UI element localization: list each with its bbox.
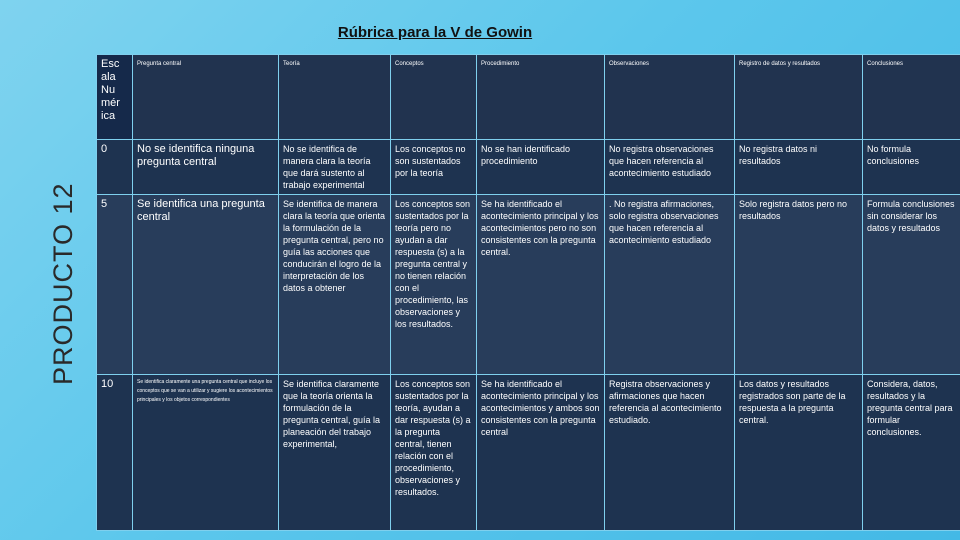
- table-cell: Se identifica claramente una pregunta central que incluye los conceptos que se van a utilizar y sugiere los acontecimientos principales y los objetos correspondientes: [133, 375, 279, 531]
- table-cell: No se identifica ninguna pregunta central: [133, 140, 279, 195]
- page-title: Rúbrica para la V de Gowin: [337, 24, 533, 41]
- table-row: [97, 195, 960, 375]
- table-cell: No formula conclusiones: [863, 140, 960, 195]
- header-observaciones: Observaciones: [605, 55, 735, 140]
- scale-header: Esc ala Nu mér ica: [97, 55, 133, 140]
- header-conceptos: Conceptos: [391, 55, 477, 140]
- table-cell: Los conceptos son sustentados por la teoría pero no ayudan a dar respuesta (s) a la pregunta central y no tienen relación con el procedimiento, las observaciones y los resultados.: [391, 195, 477, 375]
- table-cell: Los conceptos son sustentados por la teoría, ayudan a dar respuesta (s) a la pregunta central, tienen relación con el procedimiento, observaciones y resultados.: [391, 375, 477, 531]
- score-cell: 10: [97, 375, 133, 531]
- table-cell: No se han identificado procedimiento: [477, 140, 605, 195]
- score-cell: 5: [97, 195, 133, 375]
- table-cell: No registra datos ni resultados: [735, 140, 863, 195]
- table-cell: . No registra afirmaciones, solo registra observaciones que hacen referencia al acontecimiento estudiado: [605, 195, 735, 375]
- table-cell: Se identifica una pregunta central: [133, 195, 279, 375]
- table-cell: Los datos y resultados registrados son parte de la respuesta a la pregunta central.: [735, 375, 863, 531]
- header-teoria: Teoría: [279, 55, 391, 140]
- side-label: PRODUCTO 12: [48, 182, 78, 385]
- table-cell: Registra observaciones y afirmaciones que hacen referencia al acontecimiento estudiado.: [605, 375, 735, 531]
- table-row: [97, 140, 960, 195]
- gowin-rubric-table: [96, 54, 960, 531]
- table-cell: Solo registra datos pero no resultados: [735, 195, 863, 375]
- table-row: [97, 375, 960, 531]
- table-cell: Se identifica claramente que la teoría orienta la formulación de la pregunta central, guía la planeación del trabajo experimental,: [279, 375, 391, 531]
- header-procedimiento: Procedimiento: [477, 55, 605, 140]
- header-registro: Registro de datos y resultados: [735, 55, 863, 140]
- header-row: [97, 55, 960, 140]
- table-cell: No registra observaciones que hacen referencia al acontecimiento estudiado: [605, 140, 735, 195]
- table-cell: Formula conclusiones sin considerar los datos y resultados: [863, 195, 960, 375]
- table-cell: Los conceptos no son sustentados por la teoría: [391, 140, 477, 195]
- table-cell: Se ha identificado el acontecimiento principal y los acontecimientos y ambos son consistentes con la pregunta central: [477, 375, 605, 531]
- table-cell: Considera, datos, resultados y la pregunta central para formular conclusiones.: [863, 375, 960, 531]
- header-pregunta-central: Pregunta central: [133, 55, 279, 140]
- table-cell: Se identifica de manera clara la teoría que orienta la formulación de la pregunta central, pero no guía las acciones que conducirán el logro de la interpretación de los datos a obtener: [279, 195, 391, 375]
- header-conclusiones: Conclusiones: [863, 55, 960, 140]
- table-cell: Se ha identificado el acontecimiento principal y los acontecimientos pero no son consistentes con la pregunta central.: [477, 195, 605, 375]
- table-cell: No se identifica de manera clara la teoría que dará sustento al trabajo experimental: [279, 140, 391, 195]
- score-cell: 0: [97, 140, 133, 195]
